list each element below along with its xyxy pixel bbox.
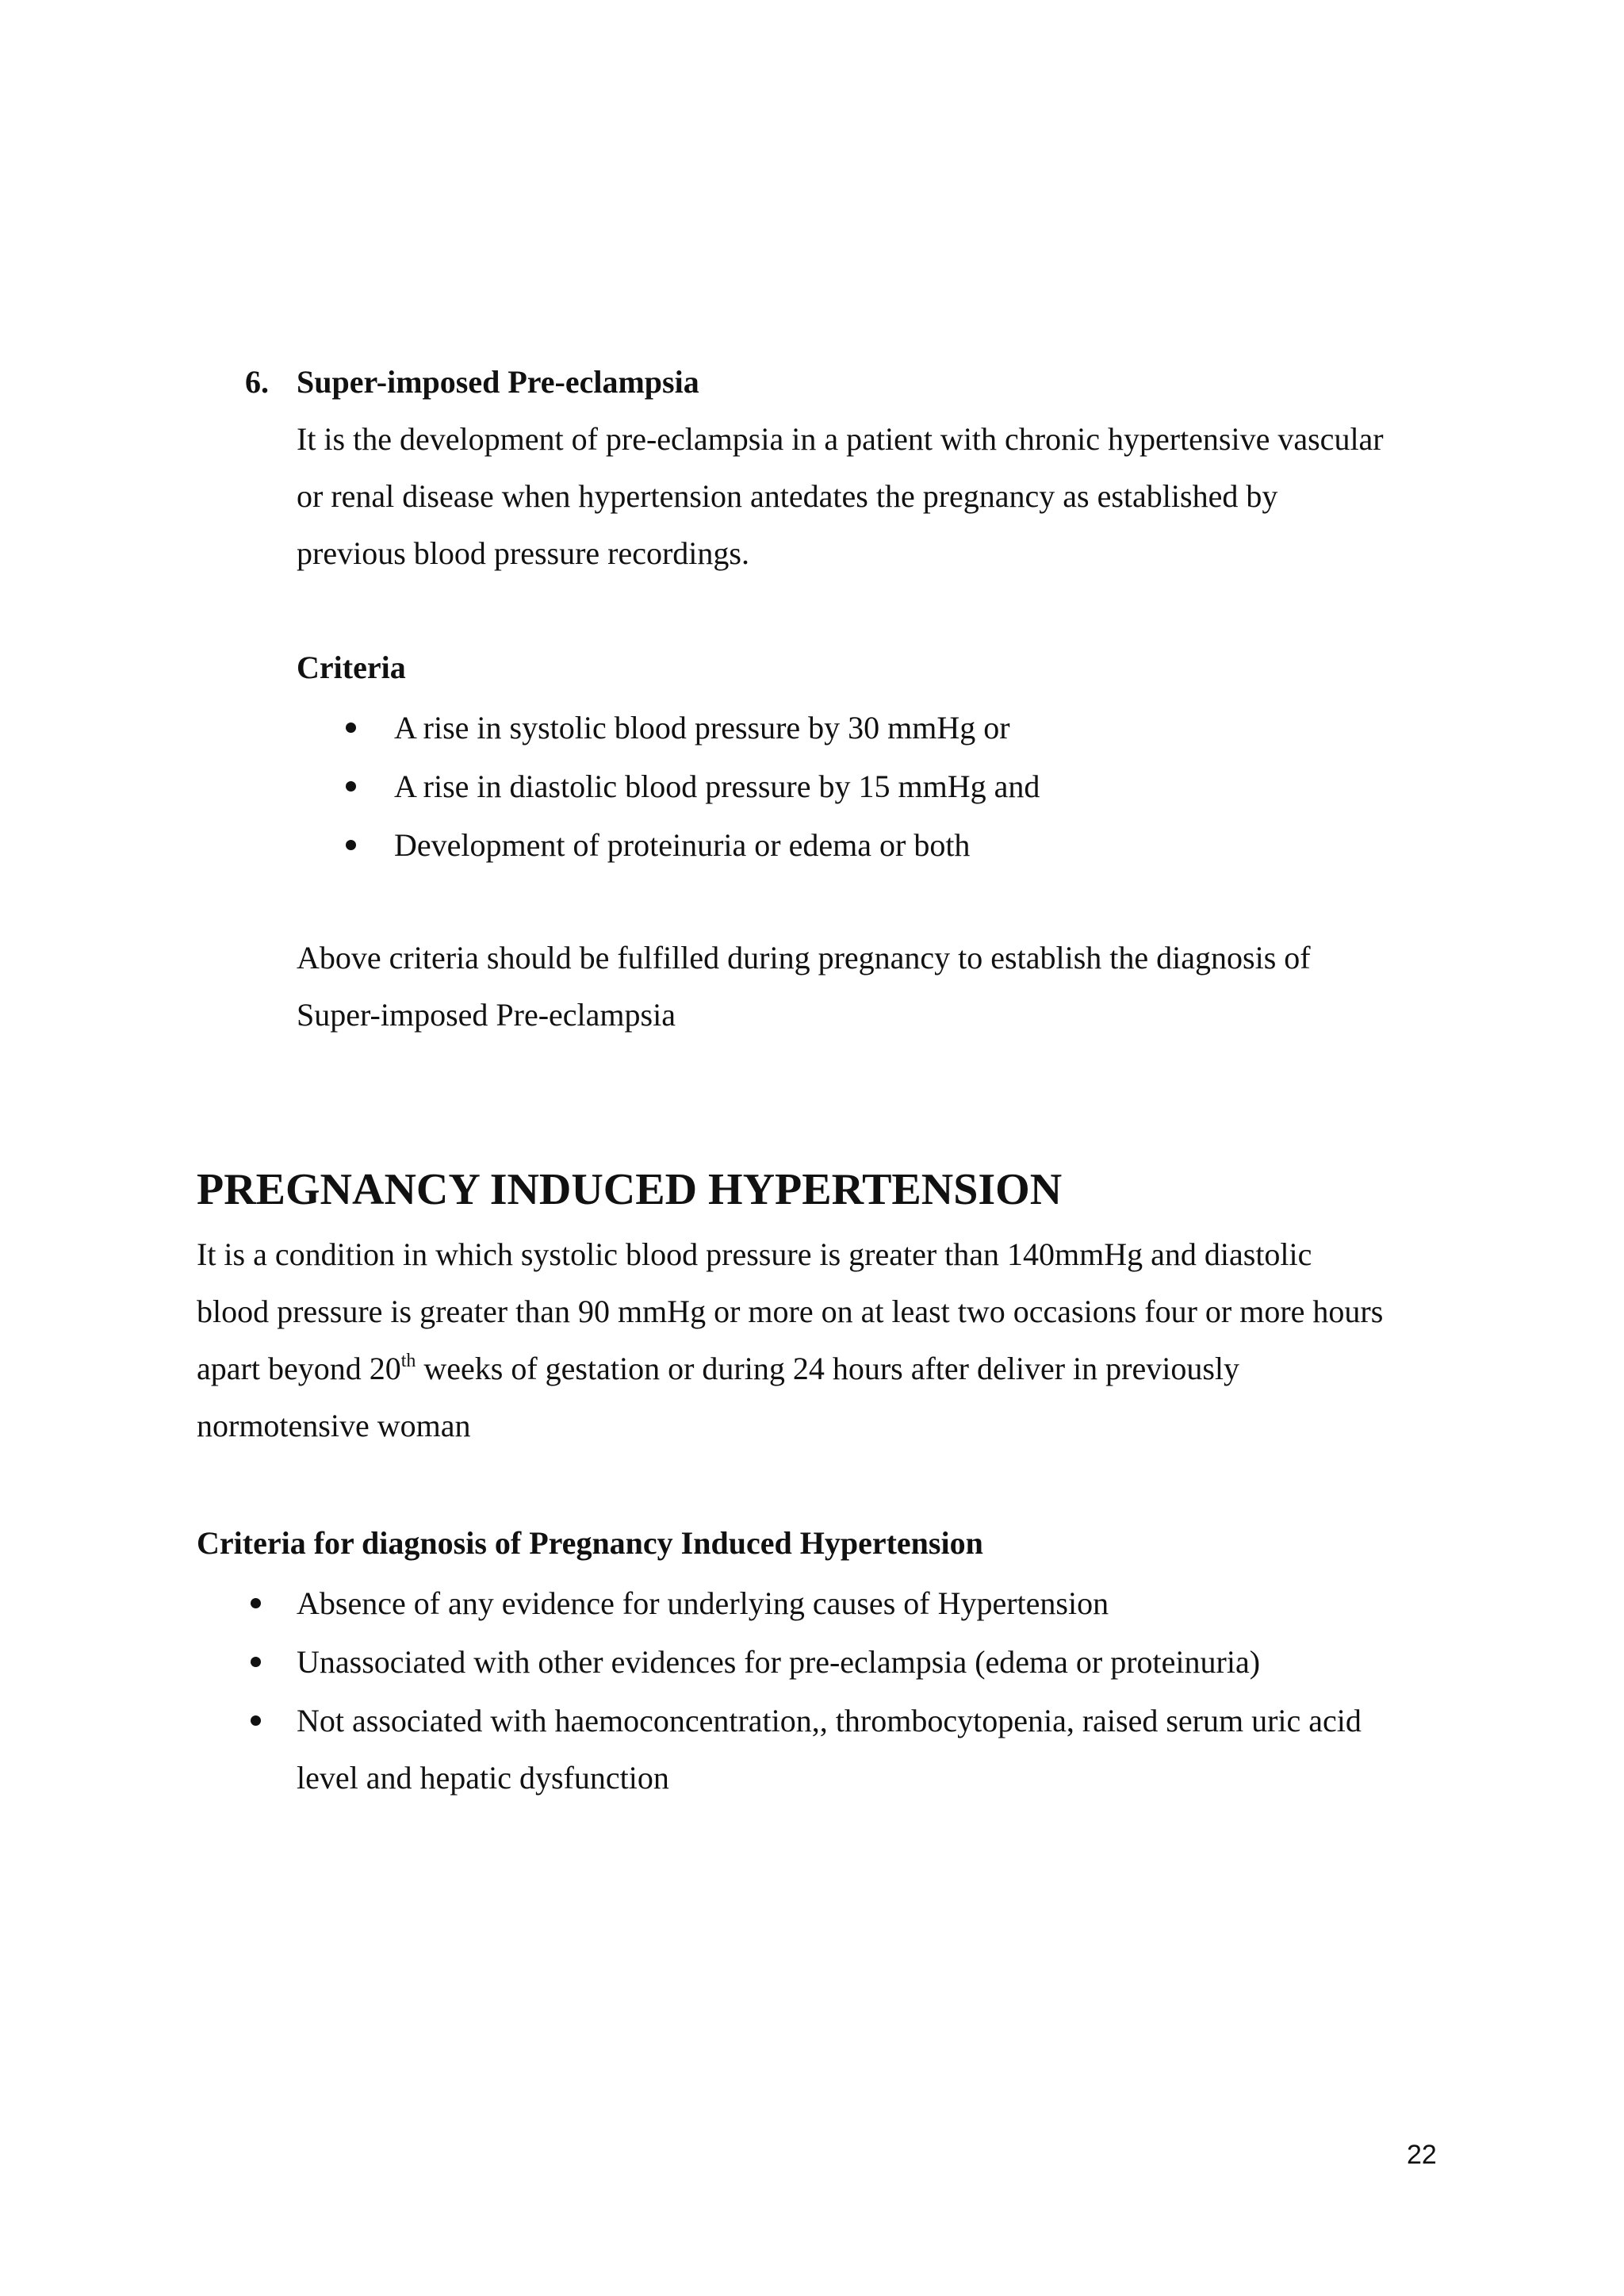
bullet-icon — [251, 1598, 261, 1608]
paragraph-line: previous blood pressure recordings. — [297, 535, 749, 571]
section-title: Super-imposed Pre-eclampsia — [297, 364, 699, 400]
bullet-icon — [346, 781, 356, 792]
criteria-item: Absence of any evidence for underlying causes of Hypertension — [297, 1585, 1109, 1621]
bullet-icon — [251, 1715, 261, 1726]
criteria-item: A rise in diastolic blood pressure by 15 mmHg and — [394, 769, 1040, 804]
criteria-heading: Criteria — [297, 650, 406, 685]
paragraph-line: Above criteria should be fulfilled during pregnancy to establish the diagnosis of — [297, 940, 1311, 976]
paragraph-line: normotensive woman — [197, 1408, 471, 1443]
superscript: th — [400, 1350, 416, 1371]
criteria-item: Development of proteinuria or edema or both — [394, 827, 971, 863]
paragraph-line: Super-imposed Pre-eclampsia — [297, 997, 676, 1033]
page-number: 22 — [1407, 2140, 1437, 2170]
text-run: apart beyond 20 — [197, 1351, 401, 1386]
list-number: 6. — [245, 364, 269, 400]
paragraph-line: It is a condition in which systolic blood pressure is greater than 140mmHg and diastolic — [197, 1236, 1312, 1272]
paragraph-line: It is the development of pre-eclampsia in a patient with chronic hypertensive vascular — [297, 421, 1384, 457]
criteria-item: Unassociated with other evidences for pre-eclampsia (edema or proteinuria) — [297, 1644, 1261, 1680]
criteria-item: Not associated with haemoconcentration,, thrombocytopenia, raised serum uric acid — [297, 1703, 1362, 1738]
bullet-icon — [346, 723, 356, 733]
criteria-heading: Criteria for diagnosis of Pregnancy Induced Hypertension — [197, 1525, 983, 1561]
text-run: weeks of gestation or during 24 hours after deliver in previously — [416, 1351, 1240, 1386]
paragraph-line: blood pressure is greater than 90 mmHg or more on at least two occasions four or more hours — [197, 1294, 1384, 1329]
section-heading: PREGNANCY INDUCED HYPERTENSION — [197, 1165, 1063, 1214]
bullet-icon — [346, 840, 356, 850]
paragraph-line — [197, 1340, 1239, 1397]
criteria-item-continued: level and hepatic dysfunction — [297, 1760, 669, 1796]
bullet-icon — [251, 1657, 261, 1667]
criteria-item: A rise in systolic blood pressure by 30 mmHg or — [394, 710, 1010, 746]
paragraph-line: or renal disease when hypertension antedates the pregnancy as established by — [297, 478, 1278, 514]
